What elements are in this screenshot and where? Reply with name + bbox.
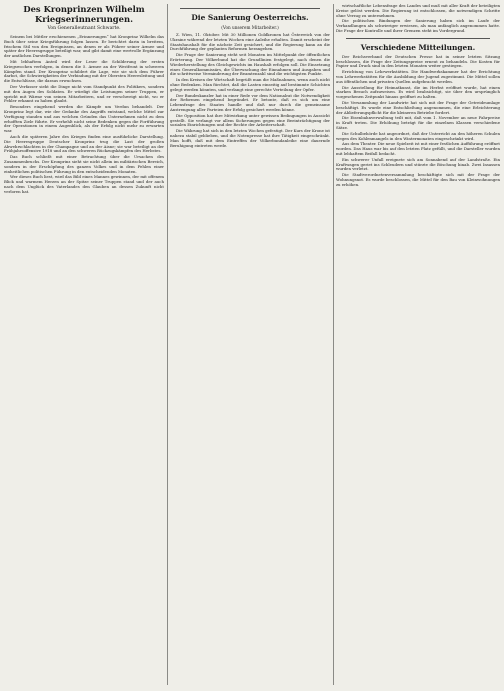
article-headline: Die Sanierung Oesterreichs.: [191, 13, 309, 22]
article-paragraph: Die Opposition hat ihre Mitwirkung unter gewissen Bedingungen in Aussicht gestellt. Sie verlangt vor allem Sicherungen gegen eine Beeinträchtigung der sozialen Einrichtungen und der Rechte der Arbeiterschaft.: [170, 112, 330, 128]
column-left: [4, 4, 164, 685]
column-middle: [170, 4, 330, 685]
article-paragraph: Das Buch schließt mit einer Betrachtung über die Ursachen des Zusammenbruchs. Der Kronprinz sieht sie nicht allein im militärischen Bereich, sondern in der Erschöpfung des ganzen Volkes und in dem Fehlen einer einheitlichen politischen Führung in den entscheidenden Monaten.: [4, 154, 164, 174]
article-paragraph: Die Währung hat sich in den letzten Wochen gefestigt. Der Kurs der Krone ist nahezu stabil geblieben, und die Notenpresse hat ihre Tätigkeit eingeschränkt. Man hofft, daß mit dem Eintreffen der Völkerbundanleihe eine dauernde Beruhigung eintreten werde.: [170, 128, 330, 148]
article-paragraph: Die Ausstellung für Heimatkunst, die im Herbst eröffnet wurde, hat einen starken Besuch aufzuweisen. Es wird beabsichtigt, sie über den ursprünglich vorgesehenen Zeitpunkt hinaus geöffnet zu halten.: [336, 84, 500, 100]
section-divider: [346, 38, 490, 39]
article-paragraph: Die Stadtverordnetenversammlung beschäftigte sich mit der Frage der Wohnungsnot. Es wurde beschlossen, die Mittel für den Bau von Kleinwohnungen zu erhöhen.: [336, 172, 500, 187]
article-paragraph: Mit lebhaftem Anteil wird der Leser die Schilderung der ersten Kriegswochen verfolgen, in denen die 5. Armee an der Westfront in schweren Kämpfen stand. Der Kronprinz schildert die Lage, wie sie sich dem Führer darbot, die Schwierigkeiten der Verbindung mit der Obersten Heeresleitung und die Entschlüsse, die daraus erwuchsen.: [4, 58, 164, 84]
article-paragraph: Aus dem Theater. Die neue Spielzeit ist mit einer festlichen Aufführung eröffnet worden. Das Haus war bis auf den letzten Platz gefüllt, und die Darsteller wurden mit lebhaftem Beifall bedacht.: [336, 141, 500, 156]
article-paragraph: In den Kreisen der Wirtschaft begrüßt man die Maßnahmen, wenn auch nicht ohne Bedenken. Man fürchtet, daß die Lasten einseitig auf bestimmte Schichten gelegt werden könnten, und verlangt eine gerechte Verteilung der Opfer.: [170, 77, 330, 92]
article-paragraph: Die politischen Bindungen der Sanierung haben sich im Laufe der Verhandlungen als schwieriger erwiesen, als man anfänglich angenommen hatte. Die Frage der Kontrolle und ihrer Grenzen steht im Vordergrund.: [336, 18, 500, 33]
article-subhead: (Von unserem Mitarbeiter.): [221, 25, 279, 30]
section-divider: [180, 8, 320, 9]
article-paragraph: Wer dieses Buch liest, wird das Bild eines Mannes gewinnen, der mit offenem Blick und warmem Herzen an der Spitze seiner Truppen stand und der auch nach dem Unglück des Vaterlandes den Glauben an dessen Zukunft nicht verloren hat.: [4, 174, 164, 194]
column-rule: [167, 4, 168, 685]
article-paragraph: Besonders eingehend werden die Kämpfe um Verdun behandelt. Der Kronprinz legt dar, wie der Gedanke des Angriffs entstand, welche Mittel zur Verfügung standen und aus welchen Gründen das Unternehmen nicht zu dem erhofften Ziele führte. Er verhehlt nicht seine Bedenken gegen die Fortführung der Operationen in einem Augenblick, als der Erfolg nicht mehr zu erwarten war.: [4, 104, 164, 134]
column-rule: [333, 4, 334, 685]
article-headline: Des Kronprinzen Wilhelm Kriegserinnerungen.: [23, 4, 145, 24]
article-paragraph: Auch die späteren Jahre des Krieges finden eine ausführliche Darstellung. Die Heeresgruppe Deutscher Kronprinz trug die Last der großen Abwehrschlachten in der Champagne und an der Aisne; sie war beteiligt an der Frühjahrsoffensive 1918 und an den schweren Rückzugskämpfen des Herbstes.: [4, 133, 164, 154]
article-paragraph: Errichtung von Lehrwerkstätten. Die Handwerkskammer hat der Errichtung von Lehrwerkstätten für die Ausbildung der Jugend zugestimmt. Die Mittel sollen aus öffentlichen und privaten Quellen aufgebracht werden.: [336, 69, 500, 84]
article-paragraph: Ein schwerer Unfall ereignete sich am Sonnabend auf der Landstraße. Ein Kraftwagen geriet ins Schleudern und stürzte die Böschung hinab. Zwei Insassen wurden verletzt.: [336, 156, 500, 172]
article-paragraph: Die Eisenbahnverwaltung teilt mit, daß vom 1. November an neue Fahrpreise in Kraft treten. Die Erhöhung beträgt für die einzelnen Klassen verschiedene Sätze.: [336, 115, 500, 130]
article-paragraph: Die Frage der Sanierung steht seit Monaten im Mittelpunkt der öffentlichen Erörterung. Der Völkerbund hat die Grundlinien festgelegt, nach denen die Wiederherstellung des Gleichgewichts im Haushalt erfolgen soll. Die Einsetzung eines Generalkommissärs, die Überwachung der Einnahmen und Ausgaben und die schrittweise Verminderung der Beamtenzahl sind die wichtigsten Punkte.: [170, 52, 330, 77]
article-paragraph: wirtschaftliche Lebensfrage des Landes und muß mit aller Kraft der beteiligten Kreise gelöst werden. Die Regierung ist entschlossen, die notwendigen Schritte ohne Verzug zu unternehmen.: [336, 4, 500, 18]
article-paragraph: Seinem bei Mittler erschienenen „Erinnerungen“ hat Kronprinz Wilhelm das Buch über seine Kriegsführung folgen lassen. Er berichtet darin in breitem, frischem Stil von den Ereignissen, an denen er als Führer seiner Armee und später der Heeresgruppe beteiligt war, und gibt damit eine wertvolle Ergänzung der amtlichen Darstellungen.: [4, 34, 164, 59]
article-headline: Verschiedene Mitteilungen.: [360, 42, 476, 52]
article-paragraph: Z. Wien, 11. Oktober. Mit 30 Millionen Goldkronen hat Österreich von der Ukraine während der letzten Wochen eine Anleihe erhalten. Damit erscheint der Staatshaushalt für die nächste Zeit gesichert, und die Regierung kann an die Durchführung der geplanten Reformen herangehen.: [170, 32, 330, 52]
article-paragraph: Die Versammlung der Landwirte hat sich mit der Frage der Getreideumlage beschäftigt. Es wurde eine Entschließung angenommen, die eine Erleichterung der Ablieferungspflicht für die kleineren Betriebe fordert.: [336, 99, 500, 115]
article-paragraph: Der Verfasser sieht die Dinge nicht vom Standpunkt des Politikers, sondern mit den Augen des Soldaten. Er würdigt die Leistungen seiner Truppen, er spricht mit Wärme von seinen Mitarbeitern, und er verschweigt nicht, wo er Fehler erkannt zu haben glaubt.: [4, 83, 164, 104]
article-paragraph: Die Schulbehörde hat angeordnet, daß der Unterricht an den höheren Schulen wegen des Kohlenmangels in den Wintermonaten eingeschränkt wird.: [336, 130, 500, 141]
article-paragraph: Der Bundeskanzler hat in einer Rede vor dem Nationalrat die Notwendigkeit der Reformen eingehend begründet. Er betonte, daß es sich um eine Lebensfrage des Staates handle und daß nur durch die gemeinsame Anstrengung aller Parteien der Erfolg gesichert werden könne.: [170, 92, 330, 112]
article-paragraph: Der Reichsverband der Deutschen Presse hat in seiner letzten Sitzung beschlossen, die Frage der Zeitungspreise erneut zu behandeln. Die Kosten für Papier und Druck sind in den letzten Monaten weiter gestiegen.: [336, 53, 500, 69]
column-right: [336, 4, 500, 685]
article-byline: Von Generalleutnant Schwarte.: [47, 26, 121, 31]
